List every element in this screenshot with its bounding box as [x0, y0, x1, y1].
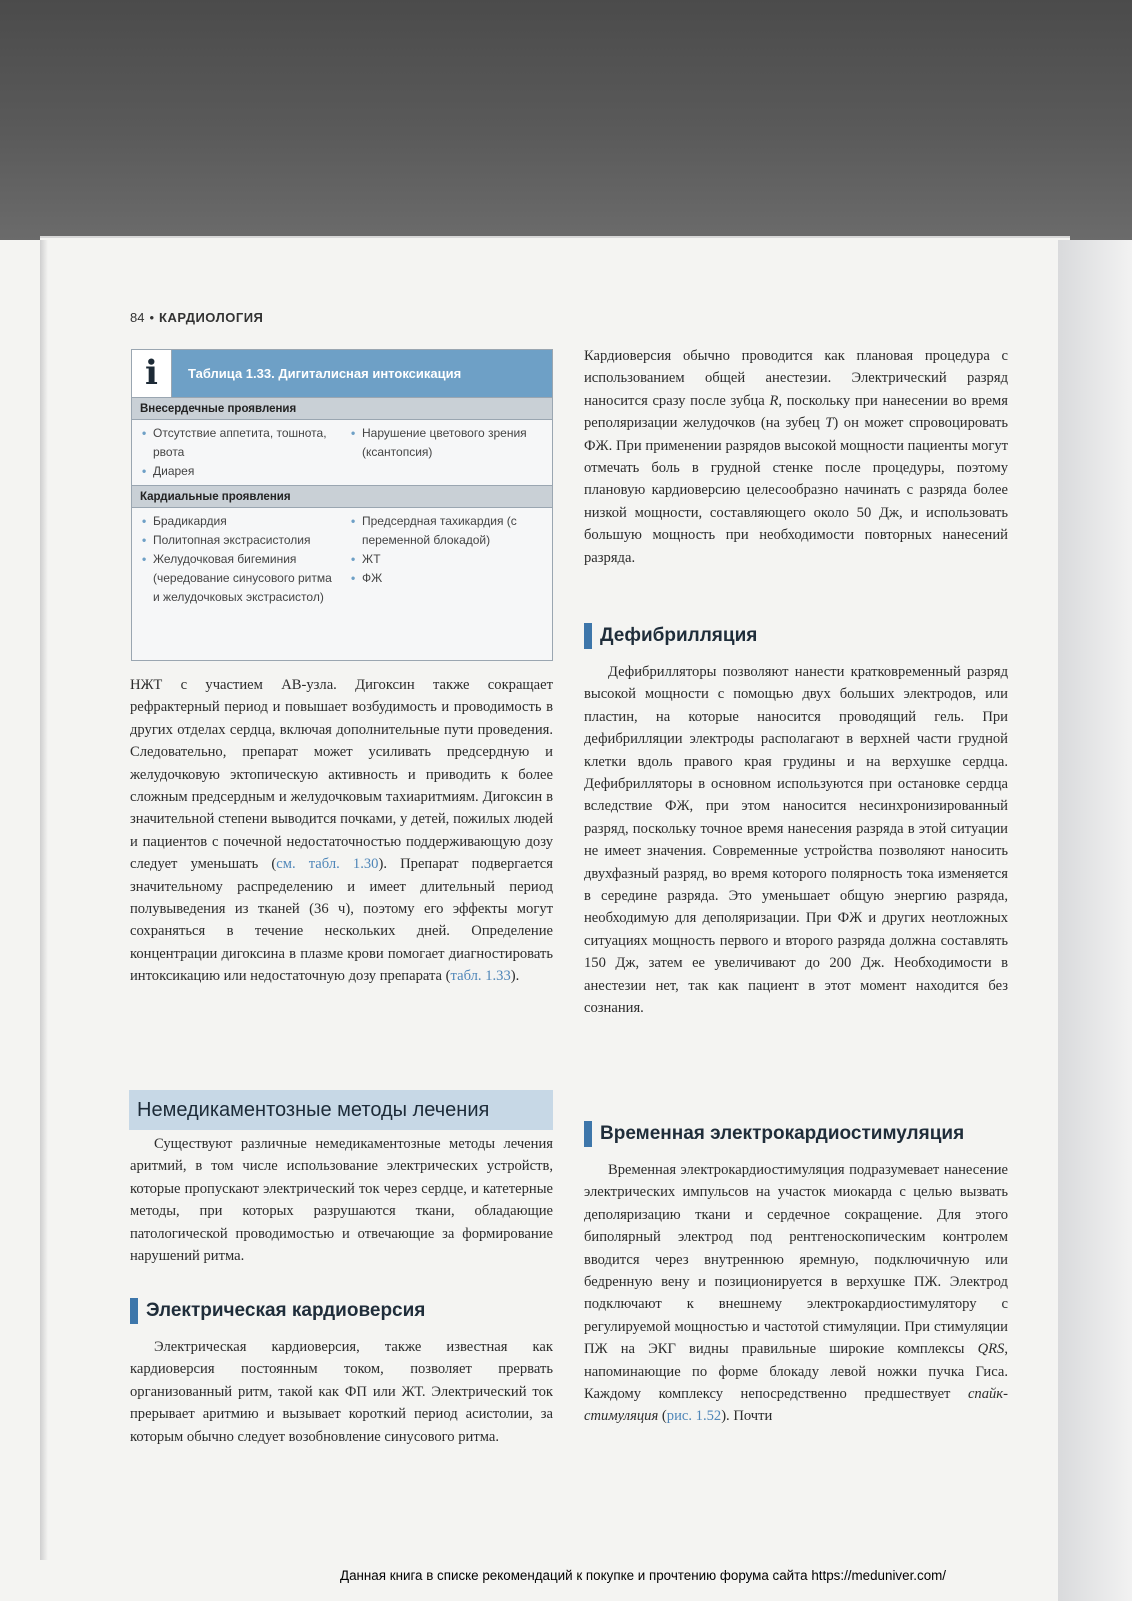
heading-text: Дефибрилляция [600, 625, 758, 646]
page-gutter-shadow [40, 240, 48, 1560]
paragraph: Существуют различные немедикаментозные методы лечения аритмий, в том числе использование электрических устройств, которые пропускают электрический ток через сердце, и катетерные методы, при которых разрушаются ткани, обладающие патологической проводимостью и отвечающие за формирование нарушений ритма. [130, 1136, 553, 1265]
heading-text: Временная электрокардиостимуляция [600, 1123, 965, 1144]
running-head [130, 310, 263, 325]
running-head-separator: • [149, 310, 155, 325]
table-list-left [140, 512, 335, 607]
heading-nondrug-methods: Немедикаментозные методы лечения [129, 1090, 553, 1130]
scan-dark-background [0, 0, 1132, 240]
right-column-paragraph-2 [584, 661, 1008, 1020]
list-item: • Желудочковая бигеминия (чередование синусового ритма и желудочковых экстрасистол) [140, 550, 335, 607]
footer-note: Данная книга в списке рекомендаций к покупке и прочтению форума сайта https://meduniver.com/ [340, 1568, 947, 1583]
text-run: R [769, 392, 779, 409]
page-number: 84 [130, 310, 145, 325]
heading-bar [130, 1298, 138, 1324]
heading-temporary-pacing [584, 1121, 964, 1147]
right-column-paragraph-1 [584, 345, 1008, 569]
heading-text: Электрическая кардиоверсия [146, 1300, 426, 1321]
text-run: спайк-стимуляция [584, 1386, 1008, 1425]
section-title: КАРДИОЛОГИЯ [159, 310, 264, 325]
list-item: • ЖТ [349, 550, 544, 569]
table-group-extracardiac [132, 420, 552, 485]
text-run: , поскольку при нанесении во время реполяризации желудочков (на зубец [584, 392, 1008, 432]
table-list-right [349, 512, 544, 607]
text-run: QRS [977, 1341, 1005, 1358]
table-title: Таблица 1.33. Дигиталисная интоксикация [188, 366, 462, 381]
figure-reference-link[interactable]: рис. 1.52 [666, 1408, 722, 1425]
text-run: ). Препарат подвергается значительному распределению и имеет длительный период полувыведения из тканей (36 ч), поэтому его эффекты могут сохраняться в течение нескольких дней. Определение концентрации дигоксина в плазме крови помогает диагностировать интоксикацию или недостаточную дозу препарата ( [130, 856, 553, 985]
table-list-right [349, 424, 544, 481]
table-reference-link[interactable]: табл. 1.33 [450, 968, 511, 985]
text-run: Временная электрокардиостимуляция подразумевает нанесение электрических импульсов на участок миокарда с целью вызвать деполяризацию ткани и сердечное сокращение. Для этого биполярный электрод под рентгеноскопическим контролем вводится через внутреннюю яремную, подключичную или бедренную вену и позиционируется в верхушке ПЖ. Электрод подключают к внешнему электрокардиостимулятору с регулируемой мощностью и частотой стимуляции. При стимуляции ПЖ на ЭКГ видны правильные широкие комплексы [584, 1162, 1008, 1358]
table-digitalis-toxicity [131, 349, 553, 661]
text-run: Кардиоверсия обычно проводится как плановая процедура с использованием общей анестезии. Электрический разряд наносится сразу после зубца [584, 348, 1008, 409]
text-run: НЖТ с участием АВ-узла. Дигоксин также сокращает рефрактерный период и повышает возбудимость и проводимость в других отделах сердца, включая дополнительные пути проведения. Следовательно, препарат может усиливать предсердную и желудочковую эктопическую активность и приводить к более сложным предсердным и желудочковым тахиаритмиям. Дигоксин в значительной степени выводится почками, у детей, пожилых людей и пациентов с почечной недостаточностью поддерживающую дозу следует уменьшать ( [130, 677, 553, 873]
right-column-paragraph-3 [584, 1159, 1008, 1428]
text-run: ( [658, 1408, 667, 1425]
text-run: ). Почти [721, 1408, 773, 1425]
text-run: ) он может спровоцировать ФЖ. При применении разрядов высокой мощности пациенты могут отмечать боль в грудной стенке после процедуры, поэтому плановую кардиоверсию целесообразно начинать с разряда более низкой мощности, составляющего около 50 Дж, и использовать большую мощность при необходимости повторных нанесений разряда. [584, 415, 1008, 566]
info-icon: i [132, 350, 172, 397]
list-item: • ФЖ [349, 569, 544, 588]
list-item: • Брадикардия [140, 512, 335, 531]
table-group-cardiac [132, 508, 552, 611]
paragraph: Электрическая кардиоверсия, также известная как кардиоверсия постоянным током, позволяет прервать организованный ритм, такой как ФП или ЖТ. Электрический ток прерывает аритмию и вызывает короткий период асистолии, за которым обычно следует возобновление синусового ритма. [130, 1339, 553, 1445]
table-group-heading-extracardiac: Внесердечные проявления [132, 397, 552, 420]
list-item: • Отсутствие аппетита, тошнота, рвота [140, 424, 335, 462]
list-item: • Диарея [140, 462, 335, 481]
table-header [132, 350, 552, 397]
left-column-paragraph-2 [130, 1133, 553, 1267]
left-column-paragraph-3 [130, 1336, 553, 1448]
table-group-heading-cardiac: Кардиальные проявления [132, 485, 552, 508]
text-run: ). [510, 968, 520, 985]
scan-right-edge [1058, 240, 1132, 1601]
text-run: T [825, 415, 834, 432]
heading-bar [584, 1121, 592, 1147]
table-list-left [140, 424, 335, 481]
heading-electrical-cardioversion [130, 1298, 425, 1324]
list-item: • Предсердная тахикардия (с переменной блокадой) [349, 512, 544, 550]
left-column-paragraph-1 [130, 674, 553, 988]
text-run: , напоминающие по форме блокаду левой ножки пучка Гиса. Каждому комплексу непосредственно предшествует [584, 1341, 1008, 1403]
heading-bar [584, 623, 592, 649]
table-reference-link[interactable]: см. табл. 1.30 [276, 856, 379, 873]
list-item: • Политопная экстрасистолия [140, 531, 335, 550]
heading-defibrillation [584, 623, 757, 649]
list-item: • Нарушение цветового зрения (ксантопсия) [349, 424, 544, 462]
paragraph: Дефибрилляторы позволяют нанести кратковременный разряд высокой мощности с помощью двух больших электродов, или пластин, на которые наносится проводящий гель. При дефибрилляции электроды располагают в верхней части грудной клетки вдоль правого края грудины и на верхушке сердца. Дефибрилляторы в основном используются при остановке сердца вследствие ФЖ, при этом наносится несинхронизированный разряд, поскольку точное время нанесения разряда в этой ситуации не имеет значения. Современные устройства позволяют наносить двухфазный разряд, во время которого полярность тока изменяется в середине разряда. Это уменьшает общую энергию разряда, необходимую для деполяризации. При ФЖ и других неотложных ситуациях мощность первого и второго разряда должна составлять 150 Дж, затем ее увеличивают до 200 Дж. Необходимости в анестезии нет, так как пациент в этот момент находится без сознания. [584, 664, 1008, 1017]
